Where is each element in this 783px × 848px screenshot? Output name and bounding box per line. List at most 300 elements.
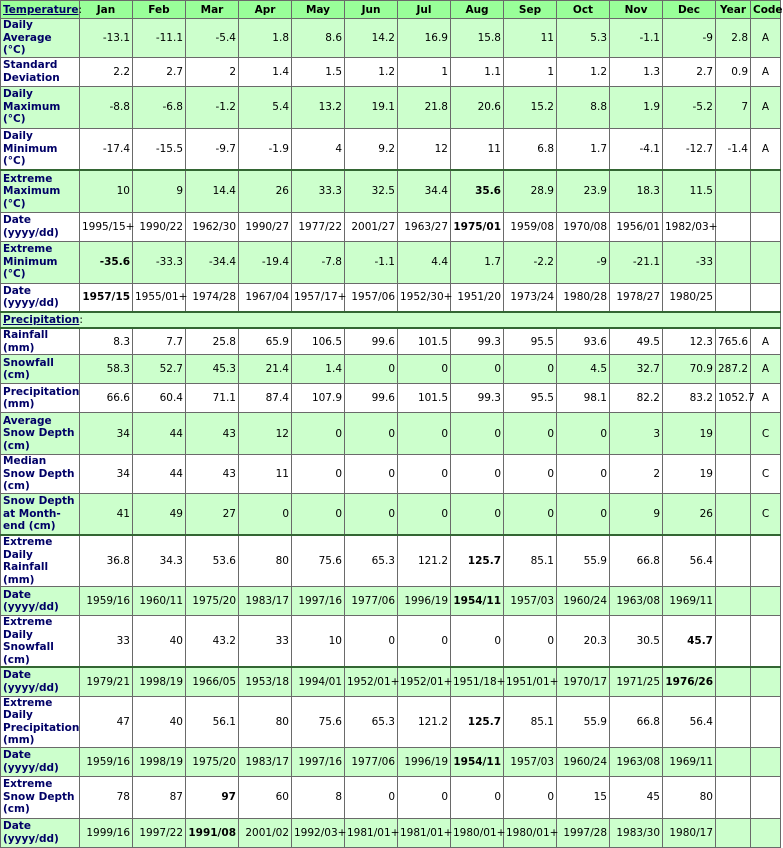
value-cell: -15.5 bbox=[133, 128, 186, 170]
value-cell: 0 bbox=[398, 776, 451, 818]
value-cell: 82.2 bbox=[610, 384, 663, 413]
value-cell: -33.3 bbox=[133, 241, 186, 283]
table-row bbox=[1, 57, 781, 86]
value-cell: 12.3 bbox=[663, 328, 716, 355]
code-cell bbox=[751, 747, 781, 776]
row-label: Date (yyyy/dd) bbox=[1, 747, 80, 776]
value-cell: 1.2 bbox=[345, 57, 398, 86]
value-cell: 33 bbox=[239, 616, 292, 668]
table-row bbox=[1, 818, 781, 847]
value-cell: 49.5 bbox=[610, 328, 663, 355]
year-cell: 7 bbox=[716, 86, 751, 128]
value-cell: 1954/11 bbox=[451, 587, 504, 616]
value-cell: 1978/27 bbox=[610, 283, 663, 312]
value-cell: 35.6 bbox=[451, 170, 504, 212]
year-cell bbox=[716, 212, 751, 241]
value-cell: 4 bbox=[292, 128, 345, 170]
value-cell: -34.4 bbox=[186, 241, 239, 283]
value-cell: 85.1 bbox=[504, 535, 557, 587]
colon: : bbox=[78, 3, 83, 16]
value-cell: 5.4 bbox=[239, 86, 292, 128]
month-header-aug: Aug bbox=[451, 1, 504, 19]
value-cell: 28.9 bbox=[504, 170, 557, 212]
value-cell: 1992/03+ bbox=[292, 818, 345, 847]
value-cell: 66.6 bbox=[80, 384, 133, 413]
year-cell bbox=[716, 818, 751, 847]
value-cell: 99.3 bbox=[451, 384, 504, 413]
value-cell: 1963/08 bbox=[610, 747, 663, 776]
value-cell: -1.1 bbox=[610, 19, 663, 58]
value-cell: -11.1 bbox=[133, 19, 186, 58]
value-cell: 0 bbox=[345, 616, 398, 668]
value-cell: 1976/26 bbox=[663, 667, 716, 696]
value-cell: 0 bbox=[398, 413, 451, 455]
value-cell: 9.2 bbox=[345, 128, 398, 170]
year-cell bbox=[716, 747, 751, 776]
value-cell: 1970/08 bbox=[557, 212, 610, 241]
code-cell: A bbox=[751, 57, 781, 86]
value-cell: -4.1 bbox=[610, 128, 663, 170]
value-cell: 1 bbox=[504, 57, 557, 86]
year-cell bbox=[716, 616, 751, 668]
value-cell: 0 bbox=[398, 493, 451, 535]
value-cell: 1959/16 bbox=[80, 587, 133, 616]
value-cell: 25.8 bbox=[186, 328, 239, 355]
value-cell: 1966/05 bbox=[186, 667, 239, 696]
value-cell: 0 bbox=[345, 413, 398, 455]
value-cell: 11 bbox=[451, 128, 504, 170]
value-cell: 12 bbox=[398, 128, 451, 170]
row-label: Rainfall (mm) bbox=[1, 328, 80, 355]
year-cell bbox=[716, 283, 751, 312]
row-label: Date (yyyy/dd) bbox=[1, 667, 80, 696]
value-cell: 0 bbox=[504, 616, 557, 668]
value-cell: 26 bbox=[663, 493, 716, 535]
row-label: Daily Average (°C) bbox=[1, 19, 80, 58]
table-row bbox=[1, 535, 781, 587]
year-cell: 0.9 bbox=[716, 57, 751, 86]
value-cell: 0 bbox=[345, 493, 398, 535]
value-cell: -5.4 bbox=[186, 19, 239, 58]
value-cell: 1973/24 bbox=[504, 283, 557, 312]
value-cell: 1971/25 bbox=[610, 667, 663, 696]
code-cell: C bbox=[751, 455, 781, 494]
value-cell: 0 bbox=[557, 413, 610, 455]
value-cell: 2001/02 bbox=[239, 818, 292, 847]
value-cell: -1.2 bbox=[186, 86, 239, 128]
row-label: Date (yyyy/dd) bbox=[1, 212, 80, 241]
value-cell: 1962/30 bbox=[186, 212, 239, 241]
value-cell: 71.1 bbox=[186, 384, 239, 413]
value-cell: 41 bbox=[80, 493, 133, 535]
value-cell: 80 bbox=[663, 776, 716, 818]
value-cell: 1997/16 bbox=[292, 587, 345, 616]
month-header-nov: Nov bbox=[610, 1, 663, 19]
value-cell: 101.5 bbox=[398, 328, 451, 355]
value-cell: 13.2 bbox=[292, 86, 345, 128]
year-cell bbox=[716, 170, 751, 212]
value-cell: 0 bbox=[345, 455, 398, 494]
temperature-section-header[interactable] bbox=[1, 1, 83, 19]
value-cell: 45 bbox=[610, 776, 663, 818]
value-cell: 0 bbox=[504, 776, 557, 818]
value-cell: 75.6 bbox=[292, 696, 345, 747]
value-cell: 106.5 bbox=[292, 328, 345, 355]
value-cell: 45.3 bbox=[186, 355, 239, 384]
value-cell: 1963/27 bbox=[398, 212, 451, 241]
value-cell: 1982/03+ bbox=[663, 212, 716, 241]
year-cell: 287.2 bbox=[716, 355, 751, 384]
value-cell: 0 bbox=[557, 493, 610, 535]
value-cell: 101.5 bbox=[398, 384, 451, 413]
value-cell: 0 bbox=[292, 413, 345, 455]
row-label: Extreme Minimum (°C) bbox=[1, 241, 80, 283]
value-cell: 8.6 bbox=[292, 19, 345, 58]
value-cell: 58.3 bbox=[80, 355, 133, 384]
month-header-oct: Oct bbox=[557, 1, 610, 19]
value-cell: 1998/19 bbox=[133, 747, 186, 776]
code-cell bbox=[751, 776, 781, 818]
value-cell: 66.8 bbox=[610, 696, 663, 747]
value-cell: 9 bbox=[133, 170, 186, 212]
table-body bbox=[1, 19, 781, 848]
value-cell: 0 bbox=[398, 455, 451, 494]
value-cell: 15.8 bbox=[451, 19, 504, 58]
value-cell: -13.1 bbox=[80, 19, 133, 58]
code-cell: A bbox=[751, 128, 781, 170]
value-cell: 3 bbox=[610, 413, 663, 455]
value-cell: 1955/01+ bbox=[133, 283, 186, 312]
value-cell: 1 bbox=[398, 57, 451, 86]
year-cell bbox=[716, 455, 751, 494]
table-row bbox=[1, 455, 781, 494]
table-row bbox=[1, 283, 781, 312]
code-cell bbox=[751, 696, 781, 747]
value-cell: 44 bbox=[133, 455, 186, 494]
value-cell: 34.3 bbox=[133, 535, 186, 587]
value-cell: 1983/17 bbox=[239, 747, 292, 776]
value-cell: 1994/01 bbox=[292, 667, 345, 696]
value-cell: 26 bbox=[239, 170, 292, 212]
value-cell: 2 bbox=[186, 57, 239, 86]
value-cell: 2001/27 bbox=[345, 212, 398, 241]
month-header-jul: Jul bbox=[398, 1, 451, 19]
value-cell: 1996/19 bbox=[398, 587, 451, 616]
code-cell bbox=[751, 241, 781, 283]
code-cell bbox=[751, 170, 781, 212]
value-cell: 1.4 bbox=[292, 355, 345, 384]
value-cell: -6.8 bbox=[133, 86, 186, 128]
row-label: Extreme Daily Precipitation (mm) bbox=[1, 696, 80, 747]
value-cell: 1953/18 bbox=[239, 667, 292, 696]
row-label: Extreme Daily Rainfall (mm) bbox=[1, 535, 80, 587]
value-cell: 1977/06 bbox=[345, 587, 398, 616]
value-cell: -21.1 bbox=[610, 241, 663, 283]
code-cell bbox=[751, 283, 781, 312]
value-cell: 1956/01 bbox=[610, 212, 663, 241]
value-cell: 1980/17 bbox=[663, 818, 716, 847]
precipitation-section-row bbox=[1, 312, 781, 328]
value-cell: 34.4 bbox=[398, 170, 451, 212]
value-cell: 0 bbox=[451, 455, 504, 494]
value-cell: 5.3 bbox=[557, 19, 610, 58]
code-cell bbox=[751, 212, 781, 241]
month-header-apr: Apr bbox=[239, 1, 292, 19]
value-cell: 1977/06 bbox=[345, 747, 398, 776]
value-cell: 49 bbox=[133, 493, 186, 535]
table-row bbox=[1, 384, 781, 413]
value-cell: 0 bbox=[398, 616, 451, 668]
value-cell: 1.7 bbox=[451, 241, 504, 283]
value-cell: 1951/20 bbox=[451, 283, 504, 312]
code-cell: C bbox=[751, 493, 781, 535]
value-cell: 1975/01 bbox=[451, 212, 504, 241]
value-cell: 1.4 bbox=[239, 57, 292, 86]
table-row bbox=[1, 493, 781, 535]
value-cell: 121.2 bbox=[398, 696, 451, 747]
value-cell: 20.6 bbox=[451, 86, 504, 128]
temperature-section-link[interactable]: Temperature bbox=[3, 3, 79, 16]
value-cell: 0 bbox=[451, 413, 504, 455]
value-cell: 1975/20 bbox=[186, 747, 239, 776]
year-cell bbox=[716, 587, 751, 616]
value-cell: -5.2 bbox=[663, 86, 716, 128]
value-cell: 97 bbox=[186, 776, 239, 818]
value-cell: 40 bbox=[133, 696, 186, 747]
month-header-dec: Dec bbox=[663, 1, 716, 19]
value-cell: 1960/24 bbox=[557, 587, 610, 616]
value-cell: 1957/06 bbox=[345, 283, 398, 312]
row-label: Standard Deviation bbox=[1, 57, 80, 86]
row-label: Daily Minimum (°C) bbox=[1, 128, 80, 170]
row-label: Date (yyyy/dd) bbox=[1, 283, 80, 312]
value-cell: 12 bbox=[239, 413, 292, 455]
value-cell: 0 bbox=[557, 455, 610, 494]
value-cell: 1980/01+ bbox=[504, 818, 557, 847]
value-cell: 0 bbox=[451, 616, 504, 668]
value-cell: 43.2 bbox=[186, 616, 239, 668]
value-cell: 8 bbox=[292, 776, 345, 818]
value-cell: 15 bbox=[557, 776, 610, 818]
table-row bbox=[1, 667, 781, 696]
value-cell: 1980/01+ bbox=[451, 818, 504, 847]
value-cell: 11 bbox=[239, 455, 292, 494]
value-cell: 1960/11 bbox=[133, 587, 186, 616]
value-cell: 1959/16 bbox=[80, 747, 133, 776]
table-row bbox=[1, 19, 781, 58]
value-cell: 56.4 bbox=[663, 696, 716, 747]
value-cell: 0 bbox=[345, 776, 398, 818]
value-cell: 125.7 bbox=[451, 535, 504, 587]
year-cell: 1052.7 bbox=[716, 384, 751, 413]
value-cell: -35.6 bbox=[80, 241, 133, 283]
value-cell: 125.7 bbox=[451, 696, 504, 747]
value-cell: 7.7 bbox=[133, 328, 186, 355]
value-cell: 0 bbox=[345, 355, 398, 384]
table-row bbox=[1, 86, 781, 128]
value-cell: 0 bbox=[451, 493, 504, 535]
value-cell: 56.1 bbox=[186, 696, 239, 747]
year-cell bbox=[716, 413, 751, 455]
row-label: Extreme Daily Snowfall (cm) bbox=[1, 616, 80, 668]
value-cell: 1957/15 bbox=[80, 283, 133, 312]
month-header-jun: Jun bbox=[345, 1, 398, 19]
value-cell: 1999/16 bbox=[80, 818, 133, 847]
value-cell: 60 bbox=[239, 776, 292, 818]
value-cell: 1991/08 bbox=[186, 818, 239, 847]
value-cell: 53.6 bbox=[186, 535, 239, 587]
value-cell: 98.1 bbox=[557, 384, 610, 413]
table-row bbox=[1, 241, 781, 283]
table-row bbox=[1, 413, 781, 455]
value-cell: 4.5 bbox=[557, 355, 610, 384]
value-cell: 0 bbox=[504, 455, 557, 494]
value-cell: 0 bbox=[292, 455, 345, 494]
value-cell: 65.3 bbox=[345, 535, 398, 587]
value-cell: 40 bbox=[133, 616, 186, 668]
value-cell: 47 bbox=[80, 696, 133, 747]
value-cell: -8.8 bbox=[80, 86, 133, 128]
value-cell: 32.7 bbox=[610, 355, 663, 384]
value-cell: 1952/01+ bbox=[398, 667, 451, 696]
colon: : bbox=[79, 314, 83, 326]
value-cell: -9 bbox=[557, 241, 610, 283]
value-cell: 14.2 bbox=[345, 19, 398, 58]
value-cell: 1.5 bbox=[292, 57, 345, 86]
value-cell: 44 bbox=[133, 413, 186, 455]
row-label: Snowfall (cm) bbox=[1, 355, 80, 384]
code-cell: C bbox=[751, 413, 781, 455]
value-cell: 75.6 bbox=[292, 535, 345, 587]
value-cell: 27 bbox=[186, 493, 239, 535]
table-row bbox=[1, 170, 781, 212]
code-cell bbox=[751, 616, 781, 668]
value-cell: 10 bbox=[292, 616, 345, 668]
table-row bbox=[1, 328, 781, 355]
value-cell: 66.8 bbox=[610, 535, 663, 587]
value-cell: 1997/16 bbox=[292, 747, 345, 776]
value-cell: 1990/27 bbox=[239, 212, 292, 241]
value-cell: 0 bbox=[451, 355, 504, 384]
table-row bbox=[1, 212, 781, 241]
value-cell: 1.9 bbox=[610, 86, 663, 128]
value-cell: 1977/22 bbox=[292, 212, 345, 241]
value-cell: 19 bbox=[663, 413, 716, 455]
value-cell: 1974/28 bbox=[186, 283, 239, 312]
value-cell: -7.8 bbox=[292, 241, 345, 283]
precipitation-section-link[interactable]: Precipitation bbox=[3, 314, 80, 326]
table-row bbox=[1, 355, 781, 384]
value-cell: 55.9 bbox=[557, 696, 610, 747]
value-cell: 99.6 bbox=[345, 384, 398, 413]
value-cell: 0 bbox=[504, 355, 557, 384]
code-cell: A bbox=[751, 86, 781, 128]
value-cell: 1959/08 bbox=[504, 212, 557, 241]
value-cell: 34 bbox=[80, 413, 133, 455]
value-cell: 8.8 bbox=[557, 86, 610, 128]
value-cell: 21.4 bbox=[239, 355, 292, 384]
year-cell: -1.4 bbox=[716, 128, 751, 170]
year-cell bbox=[716, 667, 751, 696]
value-cell: 95.5 bbox=[504, 384, 557, 413]
value-cell: 10 bbox=[80, 170, 133, 212]
value-cell: 34 bbox=[80, 455, 133, 494]
value-cell: 11 bbox=[504, 19, 557, 58]
value-cell: 1970/17 bbox=[557, 667, 610, 696]
value-cell: 14.4 bbox=[186, 170, 239, 212]
row-label: Date (yyyy/dd) bbox=[1, 818, 80, 847]
value-cell: 4.4 bbox=[398, 241, 451, 283]
value-cell: 1980/25 bbox=[663, 283, 716, 312]
code-header: Code bbox=[751, 1, 781, 19]
value-cell: 1980/28 bbox=[557, 283, 610, 312]
row-label: Date (yyyy/dd) bbox=[1, 587, 80, 616]
value-cell: 9 bbox=[610, 493, 663, 535]
value-cell: 16.9 bbox=[398, 19, 451, 58]
value-cell: 11.5 bbox=[663, 170, 716, 212]
value-cell: 33 bbox=[80, 616, 133, 668]
precipitation-section-header bbox=[1, 312, 781, 328]
value-cell: 2 bbox=[610, 455, 663, 494]
value-cell: 80 bbox=[239, 535, 292, 587]
year-cell bbox=[716, 493, 751, 535]
value-cell: 1983/17 bbox=[239, 587, 292, 616]
row-label: Extreme Maximum (°C) bbox=[1, 170, 80, 212]
code-cell bbox=[751, 535, 781, 587]
value-cell: 1952/30+ bbox=[398, 283, 451, 312]
value-cell: 2.7 bbox=[663, 57, 716, 86]
value-cell: 21.8 bbox=[398, 86, 451, 128]
row-label: Snow Depth at Month-end (cm) bbox=[1, 493, 80, 535]
year-cell bbox=[716, 535, 751, 587]
value-cell: -9.7 bbox=[186, 128, 239, 170]
value-cell: 1998/19 bbox=[133, 667, 186, 696]
value-cell: 78 bbox=[80, 776, 133, 818]
year-cell: 765.6 bbox=[716, 328, 751, 355]
value-cell: 20.3 bbox=[557, 616, 610, 668]
value-cell: 99.6 bbox=[345, 328, 398, 355]
value-cell: -17.4 bbox=[80, 128, 133, 170]
value-cell: 1963/08 bbox=[610, 587, 663, 616]
value-cell: 1.7 bbox=[557, 128, 610, 170]
row-label: Daily Maximum (°C) bbox=[1, 86, 80, 128]
value-cell: 55.9 bbox=[557, 535, 610, 587]
code-cell: A bbox=[751, 328, 781, 355]
year-cell: 2.8 bbox=[716, 19, 751, 58]
value-cell: -1.1 bbox=[345, 241, 398, 283]
value-cell: 1983/30 bbox=[610, 818, 663, 847]
value-cell: -9 bbox=[663, 19, 716, 58]
value-cell: 70.9 bbox=[663, 355, 716, 384]
value-cell: 1960/24 bbox=[557, 747, 610, 776]
value-cell: 87.4 bbox=[239, 384, 292, 413]
value-cell: 1.1 bbox=[451, 57, 504, 86]
value-cell: -19.4 bbox=[239, 241, 292, 283]
value-cell: 1997/28 bbox=[557, 818, 610, 847]
value-cell: 15.2 bbox=[504, 86, 557, 128]
value-cell: 65.9 bbox=[239, 328, 292, 355]
value-cell: 65.3 bbox=[345, 696, 398, 747]
code-cell bbox=[751, 818, 781, 847]
code-cell bbox=[751, 667, 781, 696]
table-row bbox=[1, 616, 781, 668]
row-label: Precipitation (mm) bbox=[1, 384, 80, 413]
value-cell: 1990/22 bbox=[133, 212, 186, 241]
value-cell: 1.2 bbox=[557, 57, 610, 86]
code-cell bbox=[751, 587, 781, 616]
value-cell: 32.5 bbox=[345, 170, 398, 212]
value-cell: 1969/11 bbox=[663, 747, 716, 776]
